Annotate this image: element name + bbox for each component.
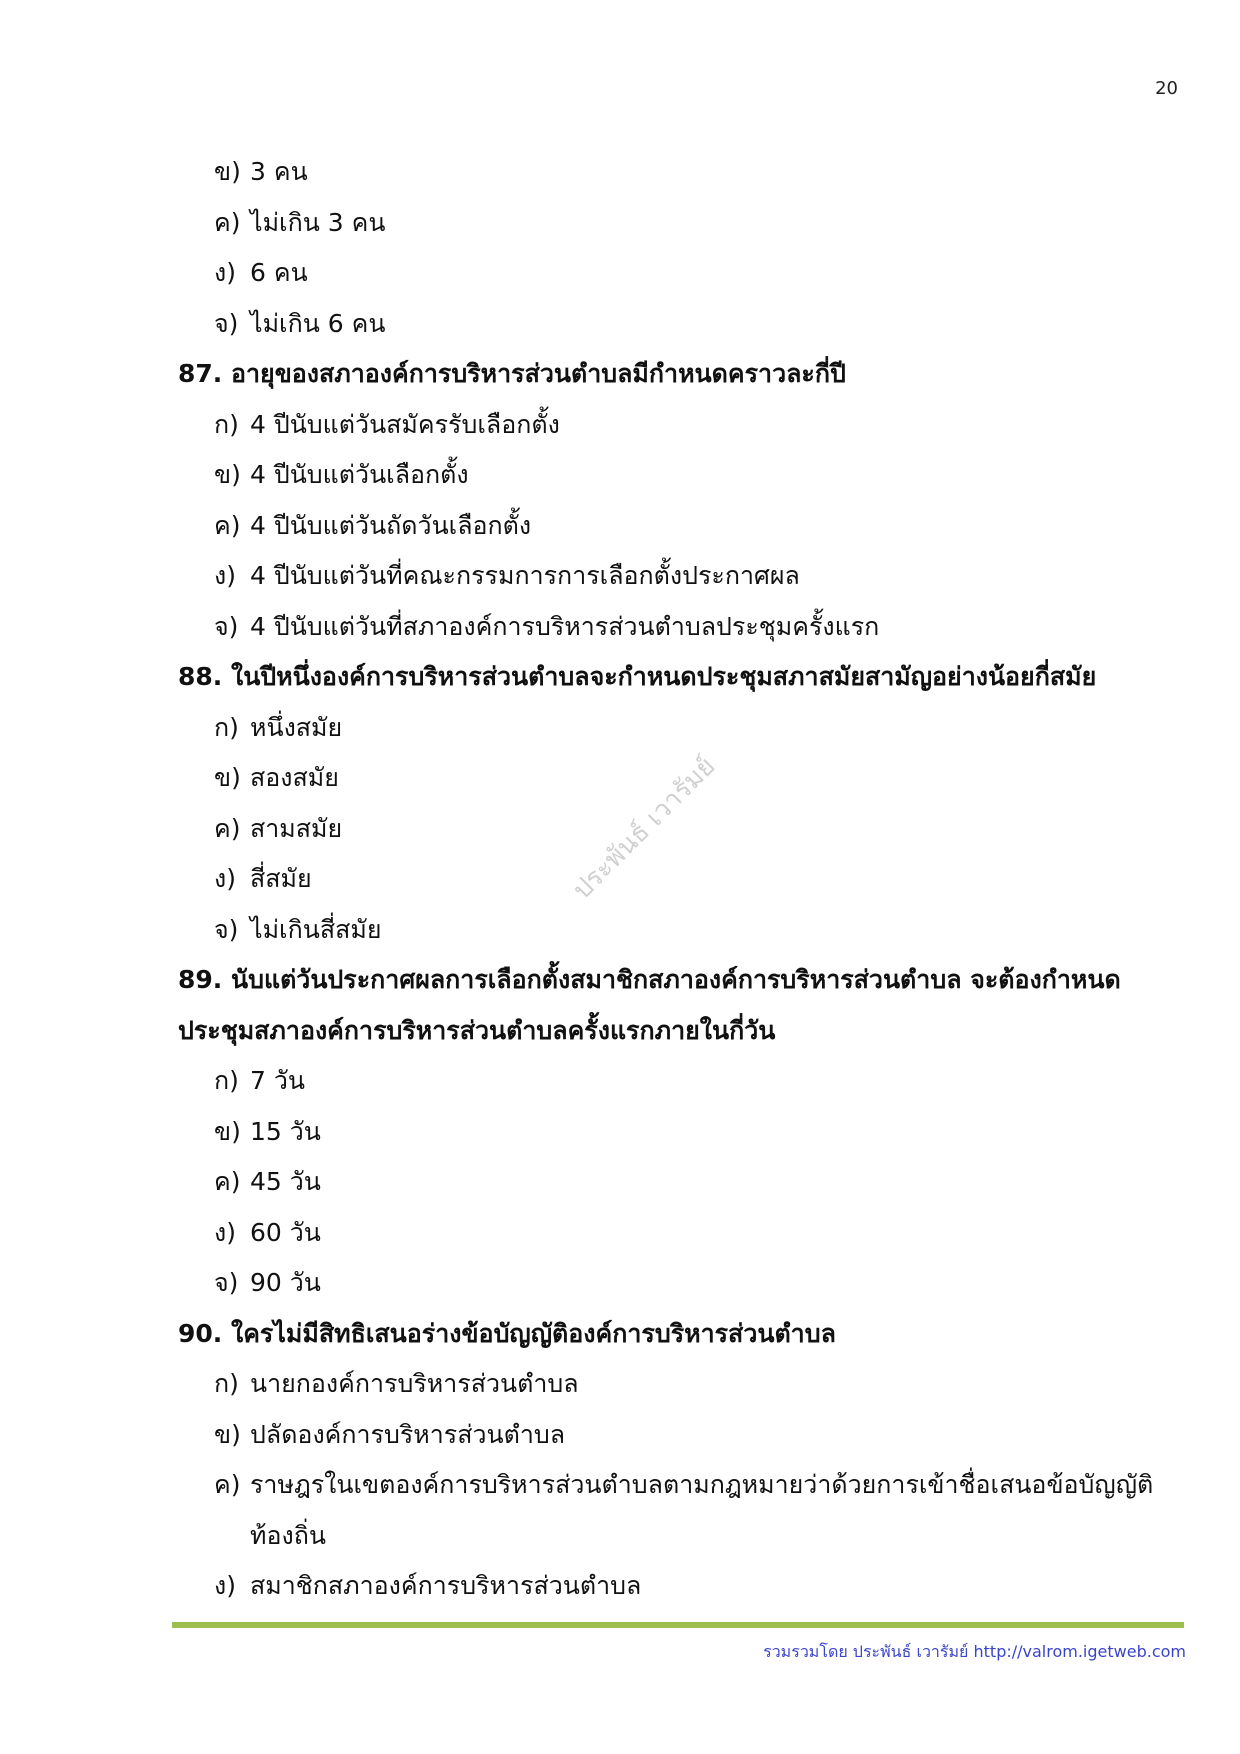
answer-option [178, 1410, 1188, 1461]
answer-option [178, 551, 1188, 602]
option-text: 4 ปีนับแต่วันที่คณะกรรมการการเลือกตั้งประกาศผล [250, 561, 800, 590]
option-marker: ง) [214, 864, 236, 893]
option-text: หนึ่งสมัย [250, 712, 343, 742]
option-text: สี่สมัย [250, 864, 312, 893]
option-text: สมาชิกสภาองค์การบริหารส่วนตำบล [250, 1571, 642, 1600]
footer-credit: รวมรวมโดย ประพันธ์ เวารัมย์ http://valrom.igetweb.com [763, 1642, 1186, 1661]
answer-option [178, 1258, 1188, 1309]
option-text: 90 วัน [250, 1268, 321, 1297]
option-text: 6 คน [250, 258, 308, 287]
option-text: 4 ปีนับแต่วันที่สภาองค์การบริหารส่วนตำบลประชุมครั้งแรก [250, 611, 880, 641]
footer-divider [172, 1622, 1184, 1628]
answer-option [178, 147, 1188, 198]
option-marker: ข) [214, 460, 241, 489]
answer-option [178, 1056, 1188, 1107]
option-text: ไม่เกิน 6 คน [250, 308, 386, 338]
option-text: ไม่เกินสี่สมัย [250, 914, 382, 944]
option-marker: ก) [214, 1066, 239, 1095]
answer-option [178, 1359, 1188, 1410]
question-line: ประชุมสภาองค์การบริหารส่วนตำบลครั้งแรกภายในกี่วัน [178, 1015, 776, 1045]
page-number: 20 [1155, 78, 1178, 99]
option-marker: ข) [214, 1419, 241, 1449]
document-body [178, 147, 1188, 1612]
answer-option [178, 1460, 1188, 1561]
option-marker: ง) [214, 258, 236, 287]
question-heading [178, 955, 1188, 1056]
answer-option [178, 248, 1188, 299]
option-marker: จ) [214, 1268, 239, 1297]
answer-option [178, 602, 1188, 653]
option-text: 45 วัน [250, 1167, 321, 1196]
option-text: นายกองค์การบริหารส่วนตำบล [250, 1369, 579, 1398]
option-text: 7 วัน [250, 1066, 305, 1095]
answer-option [178, 400, 1188, 451]
answer-option [178, 905, 1188, 956]
option-text: 3 คน [250, 157, 308, 186]
question-line: 89. นับแต่วันประกาศผลการเลือกตั้งสมาชิกสภาองค์การบริหารส่วนตำบล จะต้องกำหนด [178, 965, 1121, 994]
answer-option [178, 198, 1188, 249]
option-text: ปลัดองค์การบริหารส่วนตำบล [250, 1419, 566, 1449]
option-marker: ข) [214, 763, 241, 792]
option-marker: ง) [214, 561, 236, 590]
option-text: 4 ปีนับแต่วันสมัครรับเลือกตั้ง [250, 409, 560, 439]
option-marker: ค) [214, 510, 241, 540]
answer-option [178, 753, 1188, 804]
option-marker: ก) [214, 409, 239, 439]
answer-option [178, 299, 1188, 350]
answer-option [178, 450, 1188, 501]
option-marker: ก) [214, 1369, 239, 1398]
question-line: 88. ในปีหนึ่งองค์การบริหารส่วนตำบลจะกำหนดประชุมสภาสมัยสามัญอย่างน้อยกี่สมัย [178, 662, 1097, 691]
option-marker: ค) [214, 813, 241, 843]
question-line: 90. ใครไม่มีสิทธิเสนอร่างข้อบัญญัติองค์การบริหารส่วนตำบล [178, 1318, 836, 1348]
answer-option [178, 1561, 1188, 1612]
option-text: 4 ปีนับแต่วันถัดวันเลือกตั้ง [250, 510, 532, 540]
answer-option [178, 501, 1188, 552]
option-marker: ค) [214, 207, 241, 237]
option-marker: ง) [214, 1217, 236, 1247]
option-marker: ก) [214, 712, 239, 742]
answer-option [178, 1208, 1188, 1259]
option-text: สองสมัย [250, 763, 339, 792]
question-line: 87. อายุของสภาองค์การบริหารส่วนตำบลมีกำหนดคราวละกี่ปี [178, 359, 846, 388]
answer-option [178, 804, 1188, 855]
question-heading [178, 1309, 1188, 1360]
question-heading [178, 652, 1188, 703]
answer-option [178, 1157, 1188, 1208]
option-marker: ข) [214, 157, 241, 186]
answer-option [178, 854, 1188, 905]
answer-option [178, 1107, 1188, 1158]
answer-option [178, 703, 1188, 754]
option-text: 4 ปีนับแต่วันเลือกตั้ง [250, 460, 469, 489]
option-text: สามสมัย [250, 813, 343, 843]
watermark: ประพันธ์ เวารัมย์ [567, 751, 722, 906]
option-text: 60 วัน [250, 1217, 321, 1247]
option-marker: จ) [214, 611, 239, 641]
question-heading [178, 349, 1188, 400]
option-marker: ค) [214, 1470, 241, 1499]
option-marker: ข) [214, 1116, 241, 1146]
option-text: ไม่เกิน 3 คน [250, 207, 386, 237]
option-marker: ง) [214, 1571, 236, 1600]
option-marker: ค) [214, 1167, 241, 1196]
option-text: 15 วัน [250, 1116, 321, 1146]
option-text: ราษฎรในเขตองค์การบริหารส่วนตำบลตามกฎหมายว่าด้วยการเข้าชื่อเสนอข้อบัญญัติท้องถิ่น [250, 1470, 1154, 1550]
option-marker: จ) [214, 914, 239, 944]
option-marker: จ) [214, 308, 239, 338]
